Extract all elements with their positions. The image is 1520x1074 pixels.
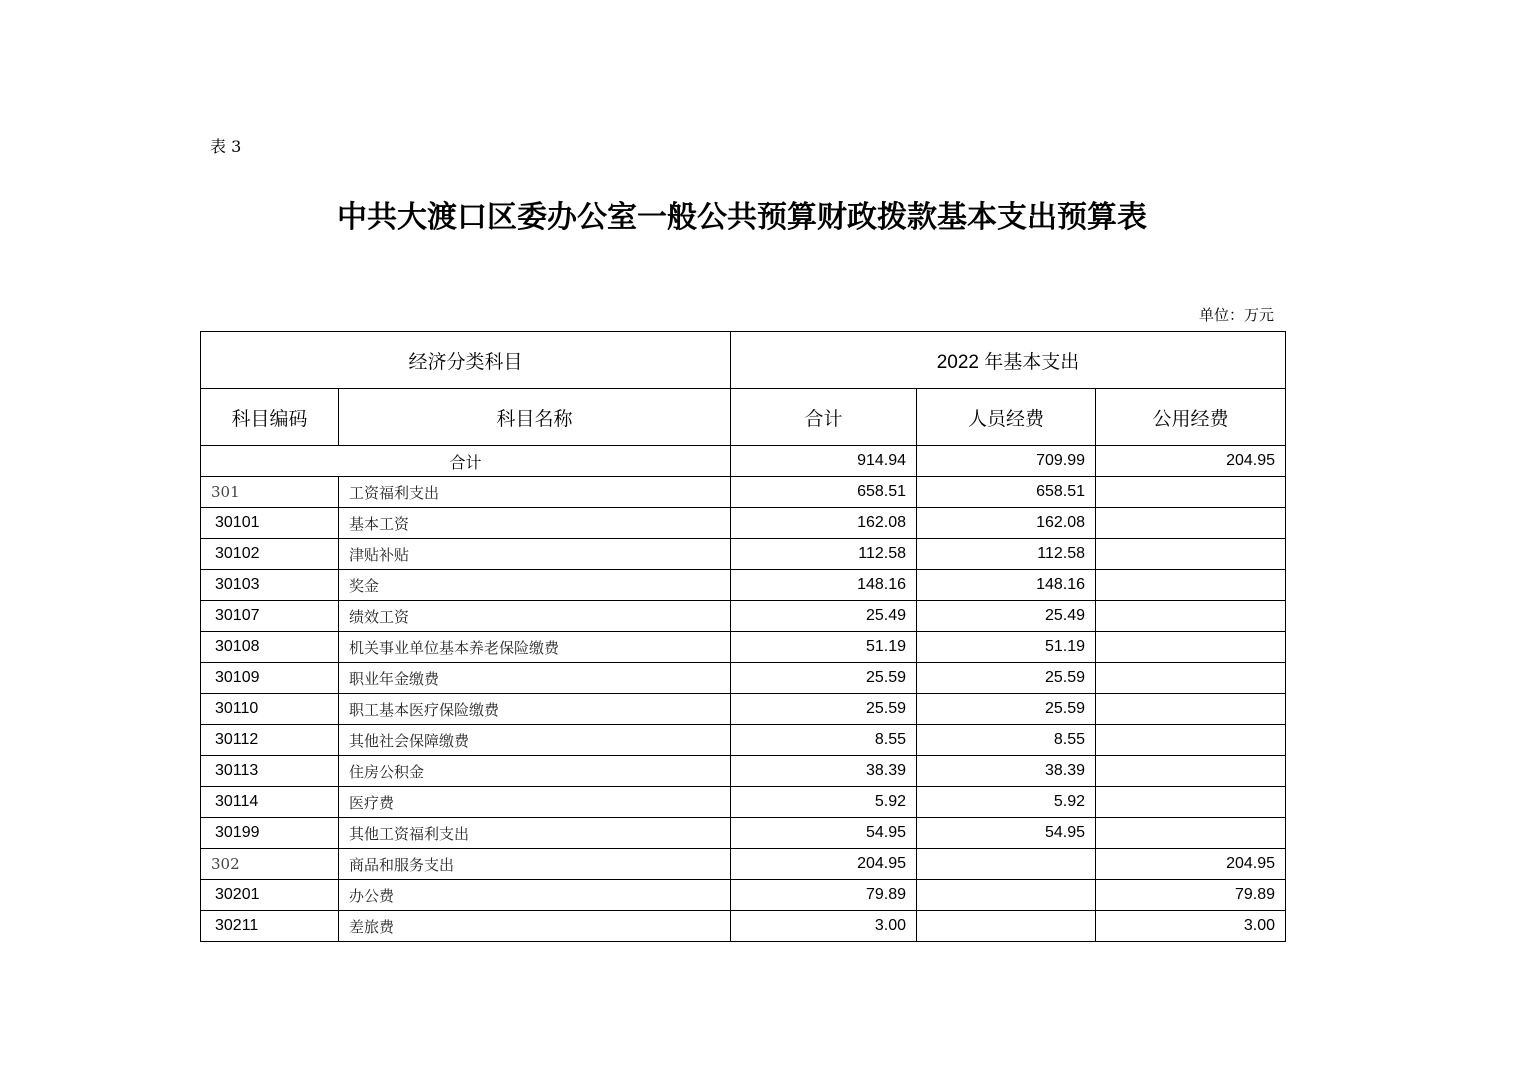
row-name: 津贴补贴 [339, 539, 731, 570]
header-economic-category: 经济分类科目 [201, 332, 731, 389]
row-total: 54.95 [731, 818, 917, 849]
row-public [1096, 787, 1286, 818]
row-total: 204.95 [731, 849, 917, 880]
row-name: 职工基本医疗保险缴费 [339, 694, 731, 725]
row-total: 25.59 [731, 694, 917, 725]
row-public [1096, 756, 1286, 787]
row-name: 工资福利支出 [339, 477, 731, 508]
row-total: 79.89 [731, 880, 917, 911]
row-public [1096, 694, 1286, 725]
row-public [1096, 508, 1286, 539]
total-label: 合计 [201, 446, 731, 477]
row-name: 其他工资福利支出 [339, 818, 731, 849]
header-public: 公用经费 [1096, 389, 1286, 446]
unit-label: 单位：万元 [1198, 306, 1274, 324]
row-public [1096, 539, 1286, 570]
table-row [201, 508, 1286, 539]
row-total: 658.51 [731, 477, 917, 508]
row-public: 204.95 [1096, 849, 1286, 880]
table-row [201, 663, 1286, 694]
row-total: 162.08 [731, 508, 917, 539]
row-code: 30113 [201, 756, 339, 787]
row-code: 30108 [201, 632, 339, 663]
row-name: 差旅费 [339, 911, 731, 942]
header-total: 合计 [731, 389, 917, 446]
table-row [201, 570, 1286, 601]
row-total: 38.39 [731, 756, 917, 787]
row-personnel: 51.19 [917, 632, 1096, 663]
header-code: 科目编码 [201, 389, 339, 446]
table-row [201, 818, 1286, 849]
total-personnel: 709.99 [917, 446, 1096, 477]
row-personnel [917, 880, 1096, 911]
row-total: 5.92 [731, 787, 917, 818]
row-code: 302 [201, 849, 339, 880]
row-code: 30110 [201, 694, 339, 725]
budget-table [200, 331, 1286, 942]
row-total: 51.19 [731, 632, 917, 663]
row-public: 79.89 [1096, 880, 1286, 911]
table-row [201, 539, 1286, 570]
row-total: 148.16 [731, 570, 917, 601]
table-row [201, 756, 1286, 787]
table-row [201, 601, 1286, 632]
row-total: 8.55 [731, 725, 917, 756]
row-code: 30103 [201, 570, 339, 601]
table-row [201, 787, 1286, 818]
row-total: 25.49 [731, 601, 917, 632]
row-personnel: 148.16 [917, 570, 1096, 601]
row-name: 其他社会保障缴费 [339, 725, 731, 756]
row-personnel: 25.59 [917, 663, 1096, 694]
row-personnel: 38.39 [917, 756, 1096, 787]
row-public [1096, 663, 1286, 694]
row-name: 办公费 [339, 880, 731, 911]
row-name: 职业年金缴费 [339, 663, 731, 694]
table-row [201, 694, 1286, 725]
row-personnel: 5.92 [917, 787, 1096, 818]
row-public [1096, 818, 1286, 849]
header-row-columns [201, 389, 1286, 446]
row-personnel: 658.51 [917, 477, 1096, 508]
row-code: 30199 [201, 818, 339, 849]
row-public: 3.00 [1096, 911, 1286, 942]
row-personnel: 25.59 [917, 694, 1096, 725]
row-personnel: 112.58 [917, 539, 1096, 570]
row-name: 绩效工资 [339, 601, 731, 632]
row-code: 30112 [201, 725, 339, 756]
document-title: 中共大渡口区委办公室一般公共预算财政拨款基本支出预算表 [337, 200, 1147, 235]
row-code: 30201 [201, 880, 339, 911]
table-row [201, 880, 1286, 911]
row-code: 30114 [201, 787, 339, 818]
table-row [201, 849, 1286, 880]
row-personnel [917, 911, 1096, 942]
row-total: 25.59 [731, 663, 917, 694]
total-row [201, 446, 1286, 477]
total-public: 204.95 [1096, 446, 1286, 477]
row-code: 30102 [201, 539, 339, 570]
row-name: 机关事业单位基本养老保险缴费 [339, 632, 731, 663]
row-code: 30109 [201, 663, 339, 694]
row-name: 商品和服务支出 [339, 849, 731, 880]
row-public [1096, 601, 1286, 632]
header-row-group [201, 332, 1286, 389]
table-row [201, 632, 1286, 663]
row-public [1096, 725, 1286, 756]
table-row [201, 911, 1286, 942]
header-2022-basic-expenditure: 2022 年基本支出 [731, 332, 1286, 389]
table-row [201, 725, 1286, 756]
row-code: 30101 [201, 508, 339, 539]
header-personnel: 人员经费 [917, 389, 1096, 446]
table-number: 表 3 [210, 137, 242, 156]
row-code: 301 [201, 477, 339, 508]
row-total: 3.00 [731, 911, 917, 942]
header-name: 科目名称 [339, 389, 731, 446]
row-public [1096, 477, 1286, 508]
row-total: 112.58 [731, 539, 917, 570]
row-personnel: 8.55 [917, 725, 1096, 756]
row-code: 30107 [201, 601, 339, 632]
total-amount: 914.94 [731, 446, 917, 477]
row-personnel: 54.95 [917, 818, 1096, 849]
row-personnel [917, 849, 1096, 880]
row-name: 住房公积金 [339, 756, 731, 787]
row-name: 基本工资 [339, 508, 731, 539]
row-personnel: 25.49 [917, 601, 1096, 632]
row-public [1096, 632, 1286, 663]
table-row [201, 477, 1286, 508]
row-personnel: 162.08 [917, 508, 1096, 539]
row-name: 奖金 [339, 570, 731, 601]
row-code: 30211 [201, 911, 339, 942]
row-name: 医疗费 [339, 787, 731, 818]
row-public [1096, 570, 1286, 601]
